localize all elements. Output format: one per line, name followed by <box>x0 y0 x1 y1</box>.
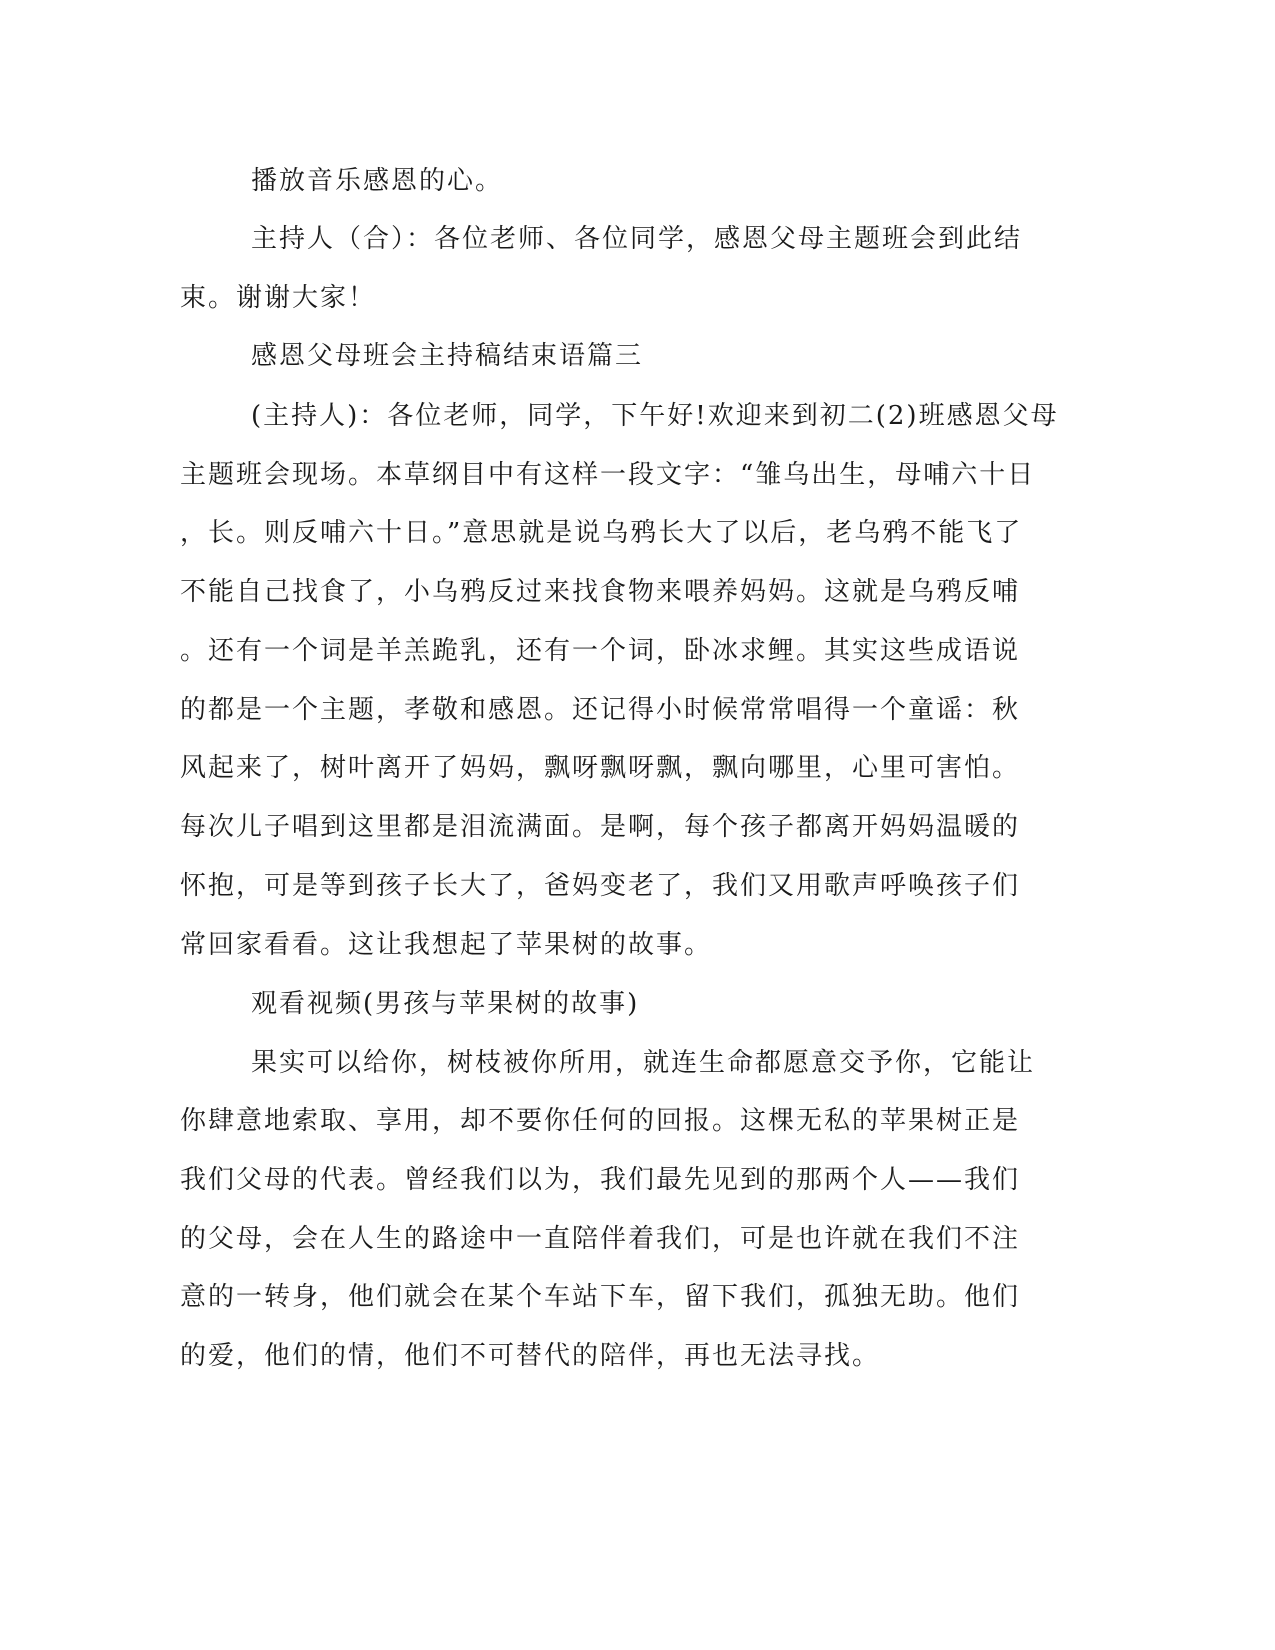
paragraph-line: 不能自己找食了，小乌鸦反过来找食物来喂养妈妈。这就是乌鸦反哺 <box>180 577 1021 607</box>
paragraph-line: 主持人（合）：各位老师、各位同学，感恩父母主题班会到此结 <box>251 224 1023 254</box>
paragraph-line: 的父母，会在人生的路途中一直陪伴着我们，可是也许就在我们不注 <box>180 1224 1021 1254</box>
paragraph-line: 每次儿子唱到这里都是泪流满面。是啊，每个孩子都离开妈妈温暖的 <box>180 812 1021 842</box>
paragraph-line: 。还有一个词是羊羔跪乳，还有一个词，卧冰求鲤。其实这些成语说 <box>180 636 1021 666</box>
paragraph-line: 的都是一个主题，孝敬和感恩。还记得小时候常常唱得一个童谣：秋 <box>180 695 1021 725</box>
paragraph-line: 常回家看看。这让我想起了苹果树的故事。 <box>180 930 713 960</box>
paragraph-line: 束。谢谢大家！ <box>180 283 377 313</box>
paragraph-line: 观看视频(男孩与苹果树的故事) <box>251 989 640 1019</box>
paragraph-line: 的爱，他们的情，他们不可替代的陪伴，再也无法寻找。 <box>180 1341 881 1371</box>
paragraph-line: 你肆意地索取、享用，却不要你任何的回报。这棵无私的苹果树正是 <box>180 1106 1021 1136</box>
section-heading: 感恩父母班会主持稿结束语篇三 <box>251 341 644 371</box>
paragraph-line: 播放音乐感恩的心。 <box>251 166 504 196</box>
paragraph-line: (主持人)：各位老师，同学，下午好!欢迎来到初二(2)班感恩父母 <box>251 401 1059 431</box>
paragraph-line: 我们父母的代表。曾经我们以为，我们最先见到的那两个人——我们 <box>180 1165 1021 1195</box>
paragraph-line: 风起来了，树叶离开了妈妈，飘呀飘呀飘，飘向哪里，心里可害怕。 <box>180 753 1021 783</box>
paragraph-line: 主题班会现场。本草纲目中有这样一段文字：“雏乌出生，母哺六十日 <box>180 460 1036 490</box>
paragraph-line: 意的一转身，他们就会在某个车站下车，留下我们，孤独无助。他们 <box>180 1282 1021 1312</box>
paragraph-line: 怀抱，可是等到孩子长大了，爸妈变老了，我们又用歌声呼唤孩子们 <box>180 871 1021 901</box>
paragraph-line: 果实可以给你，树枝被你所用，就连生命都愿意交予你，它能让 <box>251 1048 1036 1078</box>
paragraph-line: ，长。则反哺六十日。”意思就是说乌鸦长大了以后，老乌鸦不能飞了 <box>180 518 1023 548</box>
